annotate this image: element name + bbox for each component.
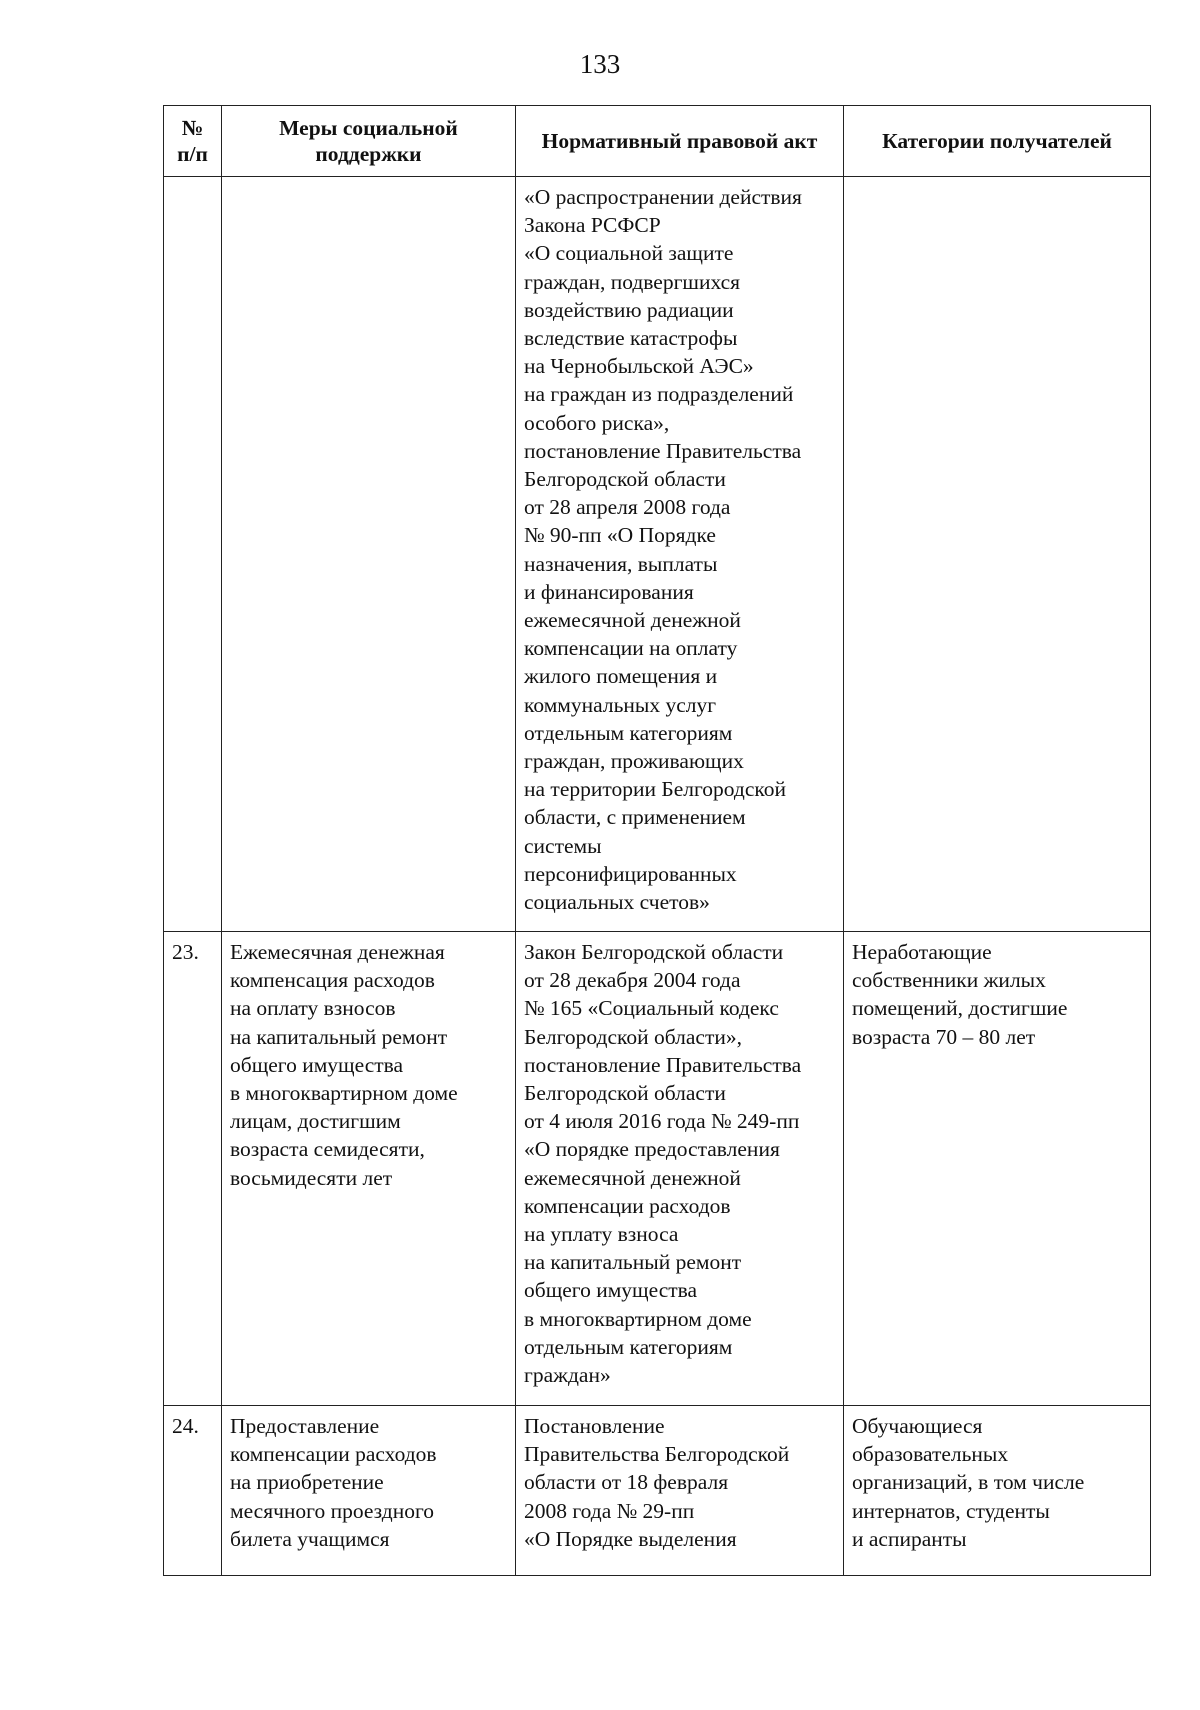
act-cell: «О распространении действия Закона РСФСР «О социальной защите граждан, подвергшихся воздействию радиации вследствие катастрофы на Чернобыльской АЭС» на граждан из подразделений особого риска», постановление Правительства Белгородской области от 28 апреля 2008 года № 90-пп «О Порядке назначения, выплаты и финансирования ежемесячной денежной компенсации на оплату жилого помещения и коммунальных услуг отдельным категориям граждан, проживающих на территории Белгородской области, с применением системы персонифицированных социальных счетов» (516, 177, 844, 932)
measure-cell: Ежемесячная денежная компенсация расходов на оплату взносов на капитальный ремонт общего имущества в многоквартирном доме лицам, достигшим возраста семидесяти, восьмидесяти лет (222, 932, 516, 1406)
table-row (164, 932, 1151, 1406)
act-cell: Закон Белгородской области от 28 декабря 2004 года № 165 «Социальный кодекс Белгородской области», постановление Правительства Белгородской области от 4 июля 2016 года № 249-пп «О порядке предоставления ежемесячной денежной компенсации расходов на уплату взноса на капитальный ремонт общего имущества в многоквартирном доме отдельным категориям граждан» (516, 932, 844, 1406)
measure-cell (222, 177, 516, 932)
act-cell: Постановление Правительства Белгородской области от 18 февраля 2008 года № 29-пп «О Порядке выделения (516, 1406, 844, 1576)
social-support-table (163, 105, 1151, 1576)
row-number-cell: 24. (164, 1406, 222, 1576)
table-row (164, 177, 1151, 932)
category-cell (844, 177, 1151, 932)
table-row (164, 1406, 1151, 1576)
header-categories: Категории получателей (844, 106, 1151, 177)
measure-cell: Предоставление компенсации расходов на приобретение месячного проездного билета учащимся (222, 1406, 516, 1576)
row-number-cell: 23. (164, 932, 222, 1406)
table-header-row (164, 106, 1151, 177)
header-measures: Меры социальной поддержки (222, 106, 516, 177)
category-cell: Неработающие собственники жилых помещений, достигшие возраста 70 – 80 лет (844, 932, 1151, 1406)
header-act: Нормативный правовой акт (516, 106, 844, 177)
row-number-cell (164, 177, 222, 932)
category-cell: Обучающиеся образовательных организаций, в том числе интернатов, студенты и аспиранты (844, 1406, 1151, 1576)
header-num: № п/п (164, 106, 222, 177)
page-number: 133 (579, 49, 621, 79)
